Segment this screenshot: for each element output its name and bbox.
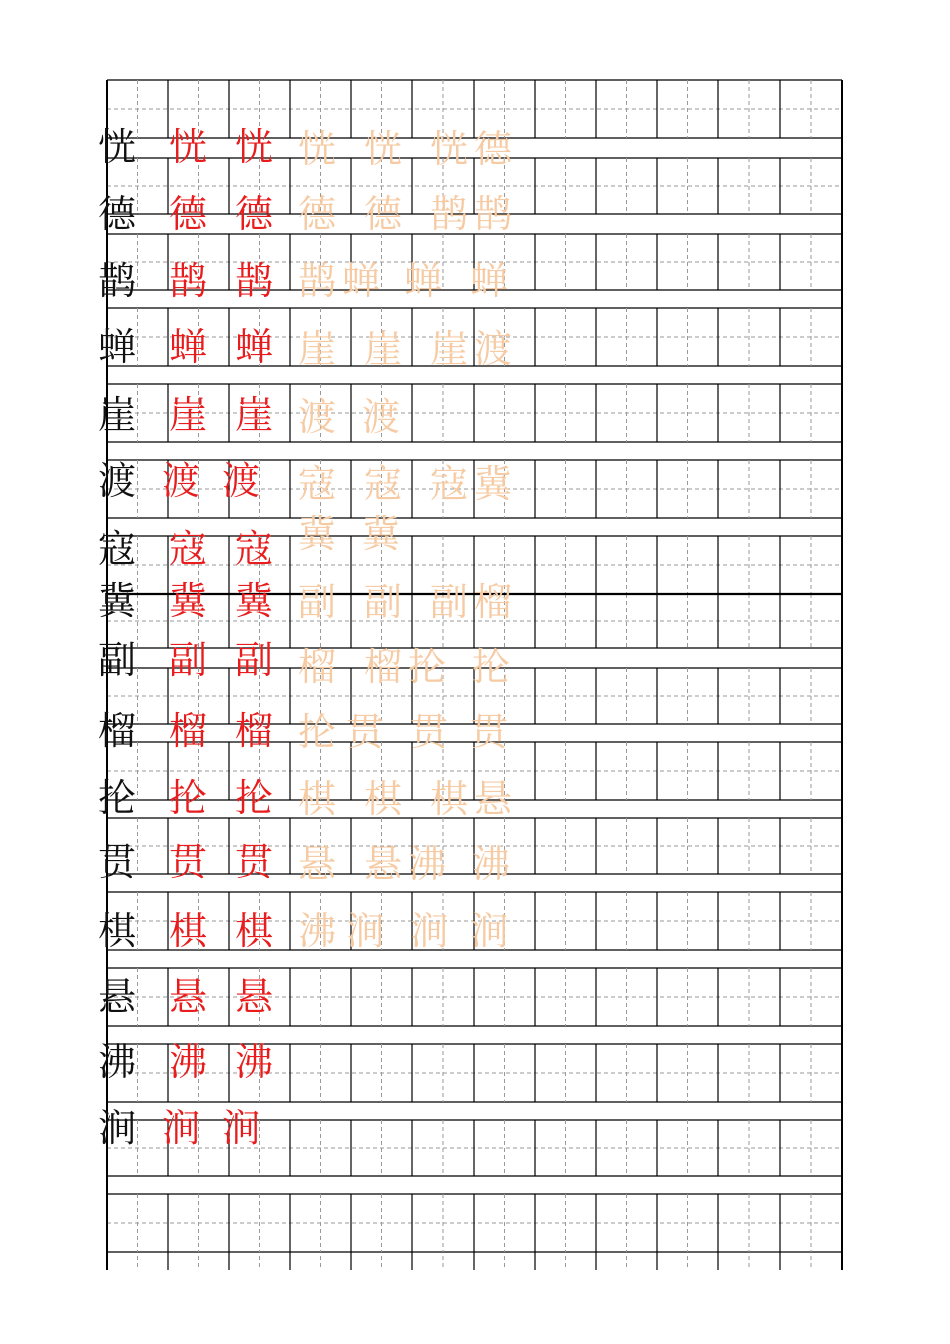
- trace-character: 崖: [430, 327, 469, 371]
- red-example-character: 德: [169, 192, 208, 236]
- model-character: 副: [98, 638, 137, 682]
- trace-character: 渡: [298, 395, 337, 439]
- trace-character: 蝉: [404, 259, 443, 303]
- trace-character: 棋: [298, 777, 337, 821]
- trace-character: 棋: [430, 777, 469, 821]
- trace-character: 鹊: [474, 192, 513, 236]
- trace-character: 副: [364, 580, 403, 624]
- model-character: 鹊: [98, 259, 137, 303]
- red-example-character: 贯: [235, 840, 274, 884]
- red-example-character: 崖: [235, 393, 274, 437]
- red-example-character: 副: [235, 638, 274, 682]
- red-example-character: 沸: [169, 1040, 208, 1084]
- red-example-character: 冀: [169, 579, 208, 623]
- trace-character: 抡: [298, 710, 337, 754]
- trace-character: 悬: [364, 842, 403, 886]
- model-character: 寇: [98, 527, 137, 571]
- trace-character: 棋: [364, 777, 403, 821]
- trace-character: 榴: [298, 645, 337, 689]
- model-character: 蝉: [98, 325, 137, 369]
- model-character: 恍: [98, 125, 137, 169]
- trace-character: 蝉: [342, 259, 381, 303]
- trace-character: 抡: [472, 645, 511, 689]
- trace-character: 鹊: [298, 259, 337, 303]
- trace-character: 冀: [474, 462, 513, 506]
- trace-character: 副: [430, 580, 469, 624]
- red-example-character: 抡: [235, 776, 274, 820]
- trace-character: 渡: [362, 395, 401, 439]
- model-character: 崖: [98, 393, 137, 437]
- trace-character: 蝉: [470, 259, 509, 303]
- red-example-character: 恍: [235, 125, 274, 169]
- trace-character: 鹊: [430, 192, 469, 236]
- red-example-character: 蝉: [235, 325, 274, 369]
- trace-character: 涧: [410, 909, 449, 953]
- trace-character: 涧: [470, 909, 509, 953]
- trace-character: 寇: [298, 462, 337, 506]
- trace-character: 副: [298, 580, 337, 624]
- trace-character: 榴: [364, 645, 403, 689]
- trace-character: 沸: [408, 842, 447, 886]
- red-example-character: 棋: [169, 909, 208, 953]
- trace-character: 冀: [362, 512, 401, 556]
- red-example-character: 渡: [162, 459, 201, 503]
- model-character: 德: [98, 192, 137, 236]
- trace-character: 贯: [410, 710, 449, 754]
- trace-character: 崖: [364, 327, 403, 371]
- trace-character: 寇: [430, 462, 469, 506]
- model-character: 悬: [98, 975, 137, 1019]
- trace-character: 恍: [364, 127, 403, 171]
- trace-character: 贯: [470, 710, 509, 754]
- red-example-character: 贯: [169, 840, 208, 884]
- trace-character: 冀: [298, 512, 337, 556]
- trace-character: 德: [474, 127, 513, 171]
- trace-character: 寇: [364, 462, 403, 506]
- red-example-character: 副: [169, 638, 208, 682]
- red-example-character: 德: [235, 192, 274, 236]
- model-character: 涧: [98, 1106, 137, 1150]
- trace-character: 崖: [298, 327, 337, 371]
- red-example-character: 冀: [235, 579, 274, 623]
- red-example-character: 寇: [235, 527, 274, 571]
- trace-character: 抡: [408, 645, 447, 689]
- model-character: 沸: [98, 1040, 137, 1084]
- red-example-character: 寇: [169, 527, 208, 571]
- red-example-character: 鹊: [235, 259, 274, 303]
- model-character: 渡: [98, 459, 137, 503]
- model-character: 榴: [98, 709, 137, 753]
- model-character: 棋: [98, 909, 137, 953]
- red-example-character: 鹊: [169, 259, 208, 303]
- red-example-character: 榴: [235, 709, 274, 753]
- trace-character: 沸: [472, 842, 511, 886]
- trace-character: 恍: [430, 127, 469, 171]
- red-example-character: 棋: [235, 909, 274, 953]
- red-example-character: 涧: [162, 1106, 201, 1150]
- trace-character: 恍: [298, 127, 337, 171]
- trace-character: 榴: [474, 580, 513, 624]
- red-example-character: 悬: [169, 975, 208, 1019]
- red-example-character: 涧: [222, 1106, 261, 1150]
- trace-character: 德: [364, 192, 403, 236]
- trace-character: 德: [298, 192, 337, 236]
- red-example-character: 恍: [169, 125, 208, 169]
- model-character: 冀: [98, 579, 137, 623]
- model-character: 贯: [98, 840, 137, 884]
- trace-character: 贯: [346, 710, 385, 754]
- red-example-character: 蝉: [169, 325, 208, 369]
- trace-character: 悬: [298, 842, 337, 886]
- trace-character: 涧: [346, 909, 385, 953]
- red-example-character: 悬: [235, 975, 274, 1019]
- trace-character: 悬: [474, 777, 513, 821]
- trace-character: 沸: [298, 909, 337, 953]
- model-character: 抡: [98, 776, 137, 820]
- red-example-character: 榴: [169, 709, 208, 753]
- red-example-character: 崖: [169, 393, 208, 437]
- trace-character: 渡: [474, 327, 513, 371]
- red-example-character: 渡: [222, 459, 261, 503]
- red-example-character: 抡: [169, 776, 208, 820]
- red-example-character: 沸: [235, 1040, 274, 1084]
